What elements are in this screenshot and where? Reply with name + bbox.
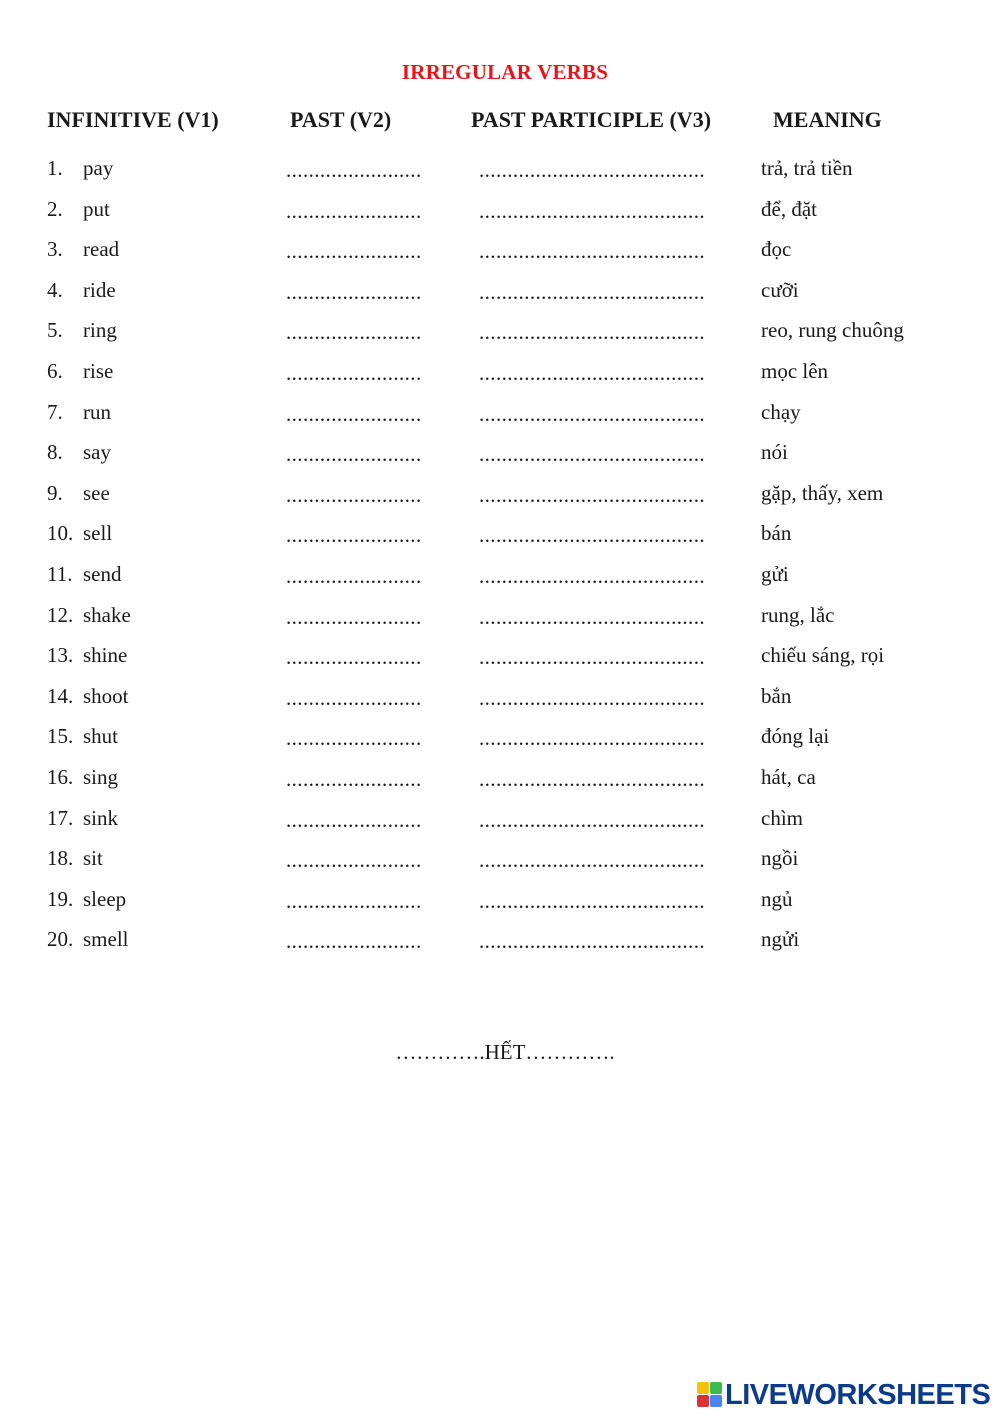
liveworksheets-logo-icon — [697, 1382, 723, 1408]
verb-row — [0, 762, 1000, 803]
meaning-text: gửi — [761, 561, 789, 586]
row-number: 2. — [47, 196, 63, 221]
meaning-text: bán — [761, 521, 792, 546]
row-number: 11. — [47, 561, 73, 586]
meaning-text: trả, trả tiền — [761, 156, 853, 180]
past-participle-blank[interactable]: ........................................ — [479, 929, 705, 954]
infinitive-verb: smell — [83, 927, 129, 952]
infinitive-verb: shut — [83, 724, 119, 749]
infinitive-verb: shoot — [83, 683, 129, 708]
row-number: 6. — [47, 358, 63, 383]
past-participle-blank[interactable]: ........................................ — [479, 239, 705, 264]
past-blank[interactable]: ........................ — [286, 158, 422, 182]
past-participle-blank[interactable]: ........................................ — [479, 401, 705, 426]
verb-row — [0, 194, 1000, 235]
meaning-text: ngửi — [761, 927, 800, 952]
meaning-text: ngủ — [761, 886, 793, 911]
verb-row — [0, 884, 1000, 925]
past-participle-blank[interactable]: ........................................ — [479, 360, 705, 385]
past-blank[interactable]: ........................ — [286, 401, 422, 426]
verb-row — [0, 518, 1000, 559]
infinitive-verb: pay — [83, 156, 114, 180]
row-number: 18. — [47, 846, 74, 871]
past-blank[interactable]: ........................ — [286, 563, 422, 588]
past-participle-blank[interactable]: ........................................ — [479, 807, 705, 832]
meaning-text: hát, ca — [761, 764, 816, 789]
meaning-text: cưỡi — [761, 277, 799, 302]
past-blank[interactable]: ........................ — [286, 726, 422, 751]
header-past-participle: PAST PARTICIPLE (V3) — [471, 107, 712, 132]
past-participle-blank[interactable]: ........................................ — [479, 482, 705, 507]
verb-row — [0, 153, 1000, 194]
meaning-text: đọc — [761, 237, 792, 262]
verb-row — [0, 397, 1000, 438]
past-blank[interactable]: ........................ — [286, 929, 422, 954]
verb-row — [0, 478, 1000, 519]
row-number: 4. — [47, 277, 63, 302]
past-blank[interactable]: ........................ — [286, 239, 422, 264]
meaning-text: reo, rung chuông — [761, 318, 904, 343]
verb-row — [0, 843, 1000, 884]
row-number: 8. — [47, 440, 63, 465]
row-number: 17. — [47, 805, 74, 830]
meaning-text: để, đặt — [761, 196, 817, 221]
meaning-text: chiếu sáng, rọi — [761, 643, 885, 668]
infinitive-verb: say — [83, 440, 111, 465]
past-participle-blank[interactable]: ........................................ — [479, 198, 705, 223]
past-participle-blank[interactable]: ........................................ — [479, 158, 705, 182]
worksheet-title: IRREGULAR VERBS — [401, 60, 609, 84]
row-number: 14. — [47, 683, 74, 708]
row-number: 19. — [47, 886, 74, 911]
row-number: 1. — [47, 156, 63, 180]
past-participle-blank[interactable]: ........................................ — [479, 888, 705, 913]
past-blank[interactable]: ........................ — [286, 888, 422, 913]
meaning-text: chìm — [761, 805, 803, 830]
past-blank[interactable]: ........................ — [286, 645, 422, 670]
meaning-text: ngồi — [761, 846, 799, 871]
past-blank[interactable]: ........................ — [286, 360, 422, 385]
past-participle-blank[interactable]: ........................................ — [479, 442, 705, 467]
past-blank[interactable]: ........................ — [286, 482, 422, 507]
past-participle-blank[interactable]: ........................................ — [479, 320, 705, 345]
verb-row — [0, 356, 1000, 397]
past-blank[interactable]: ........................ — [286, 198, 422, 223]
row-number: 5. — [47, 318, 63, 343]
header-infinitive: INFINITIVE (V1) — [47, 107, 219, 132]
verb-row — [0, 600, 1000, 641]
past-blank[interactable]: ........................ — [286, 320, 422, 345]
verb-row — [0, 924, 1000, 965]
verb-list — [0, 153, 1000, 965]
row-number: 7. — [47, 399, 63, 424]
verb-row — [0, 681, 1000, 722]
row-number: 16. — [47, 764, 74, 789]
past-blank[interactable]: ........................ — [286, 685, 422, 710]
row-number: 15. — [47, 724, 74, 749]
infinitive-verb: ring — [83, 318, 117, 343]
infinitive-verb: see — [83, 480, 110, 505]
infinitive-verb: shine — [83, 643, 128, 668]
infinitive-verb: send — [83, 561, 122, 586]
past-blank[interactable]: ........................ — [286, 279, 422, 304]
past-blank[interactable]: ........................ — [286, 848, 422, 873]
verb-row — [0, 234, 1000, 275]
past-participle-blank[interactable]: ........................................ — [479, 848, 705, 873]
infinitive-verb: sell — [83, 521, 113, 546]
verb-row — [0, 559, 1000, 600]
verb-row — [0, 315, 1000, 356]
meaning-text: gặp, thấy, xem — [761, 480, 884, 505]
end-marker: ………….HẾT…………. — [395, 1040, 615, 1064]
infinitive-verb: sit — [83, 846, 103, 871]
header-past: PAST (V2) — [290, 107, 392, 132]
infinitive-verb: shake — [83, 602, 131, 627]
verb-row — [0, 721, 1000, 762]
verb-row — [0, 275, 1000, 316]
logo-text: LIVEWORKSHEETS — [725, 1378, 991, 1411]
row-number: 12. — [47, 602, 74, 627]
row-number: 3. — [47, 237, 63, 262]
meaning-text: chạy — [761, 399, 801, 424]
infinitive-verb: sink — [83, 805, 119, 830]
infinitive-verb: put — [83, 196, 110, 221]
liveworksheets-logo[interactable] — [697, 1378, 990, 1412]
past-blank[interactable]: ........................ — [286, 523, 422, 548]
header-meaning: MEANING — [773, 107, 882, 132]
past-blank[interactable]: ........................ — [286, 807, 422, 832]
infinitive-verb: run — [83, 399, 111, 424]
infinitive-verb: rise — [83, 358, 114, 383]
past-blank[interactable]: ........................ — [286, 442, 422, 467]
verb-row — [0, 437, 1000, 478]
meaning-text: nói — [761, 440, 788, 465]
meaning-text: mọc lên — [761, 358, 829, 383]
meaning-text: đóng lại — [761, 724, 830, 749]
row-number: 20. — [47, 927, 74, 952]
past-participle-blank[interactable]: ........................................ — [479, 685, 705, 710]
infinitive-verb: read — [83, 237, 120, 262]
past-participle-blank[interactable]: ........................................ — [479, 645, 705, 670]
infinitive-verb: ride — [83, 277, 116, 302]
past-participle-blank[interactable]: ........................................ — [479, 604, 705, 629]
verb-row — [0, 640, 1000, 681]
past-participle-blank[interactable]: ........................................ — [479, 766, 705, 791]
row-number: 13. — [47, 643, 74, 668]
infinitive-verb: sing — [83, 764, 119, 789]
past-participle-blank[interactable]: ........................................ — [479, 563, 705, 588]
infinitive-verb: sleep — [83, 886, 127, 911]
past-participle-blank[interactable]: ........................................ — [479, 279, 705, 304]
row-number: 10. — [47, 521, 74, 546]
past-blank[interactable]: ........................ — [286, 604, 422, 629]
row-number: 9. — [47, 480, 63, 505]
meaning-text: bắn — [761, 683, 792, 708]
verb-row — [0, 803, 1000, 844]
past-participle-blank[interactable]: ........................................ — [479, 523, 705, 548]
past-blank[interactable]: ........................ — [286, 766, 422, 791]
meaning-text: rung, lắc — [761, 602, 835, 627]
past-participle-blank[interactable]: ........................................ — [479, 726, 705, 751]
